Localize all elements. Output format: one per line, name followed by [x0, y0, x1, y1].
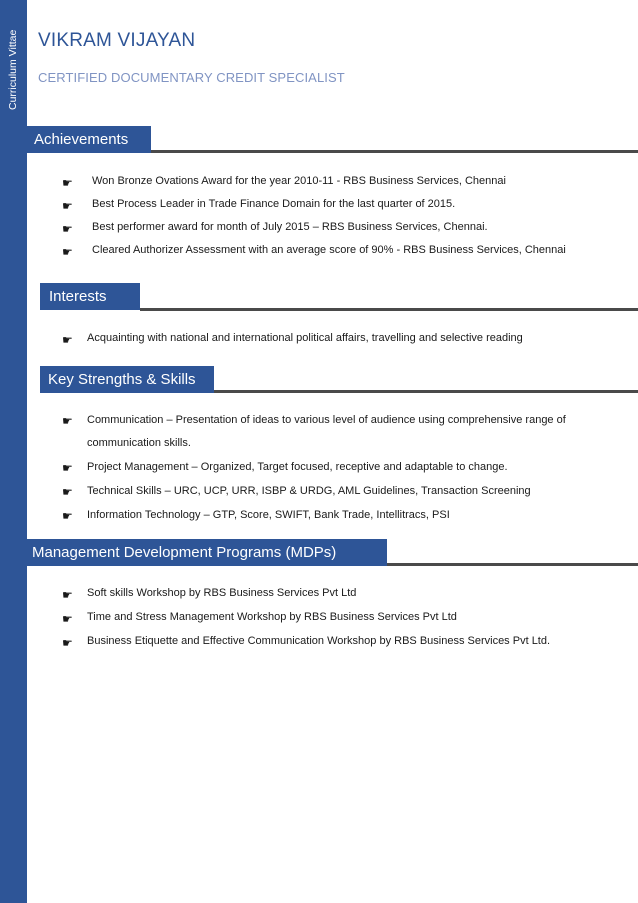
pointing-hand-icon: ☛ — [62, 588, 73, 602]
list-item — [62, 633, 622, 657]
achievements-rule — [151, 150, 638, 153]
strengths-heading-text: Key Strengths & Skills — [48, 371, 196, 388]
list-item — [62, 330, 622, 353]
achievements-heading — [27, 126, 151, 153]
list-item — [62, 242, 622, 265]
pointing-hand-icon: ☛ — [62, 612, 73, 626]
achievements-list — [62, 173, 622, 265]
pointing-hand-icon: ☛ — [62, 509, 73, 523]
pointing-hand-icon: ☛ — [62, 176, 73, 190]
pointing-hand-icon: ☛ — [62, 245, 73, 259]
list-item — [62, 173, 622, 196]
achievements-heading-text: Achievements — [34, 131, 129, 148]
list-item — [62, 196, 622, 219]
strengths-list — [62, 409, 622, 528]
interests-rule — [140, 308, 638, 311]
list-item — [62, 219, 622, 242]
list-item-text: Cleared Authorizer Assessment with an average score of 90% - RBS Business Services, Chennai — [92, 244, 566, 256]
interests-heading-text: Interests — [49, 288, 107, 305]
pointing-hand-icon: ☛ — [62, 485, 73, 499]
list-item — [62, 456, 622, 480]
list-item-text: Best Process Leader in Trade Finance Domain for the last quarter of 2015. — [92, 198, 456, 210]
sidebar-label: Curriculum Vittae — [7, 29, 19, 111]
candidate-name: VIKRAM VIJAYAN — [38, 30, 196, 51]
interests-heading — [40, 283, 140, 310]
list-item-text: Technical Skills – URC, UCP, URR, ISBP & URDG, AML Guidelines, Transaction Screening — [87, 485, 531, 497]
interests-list — [62, 330, 622, 353]
pointing-hand-icon: ☛ — [62, 414, 73, 428]
list-item — [62, 585, 622, 609]
candidate-title: CERTIFIED DOCUMENTARY CREDIT SPECIALIST — [38, 70, 345, 85]
list-item — [62, 609, 622, 633]
pointing-hand-icon: ☛ — [62, 461, 73, 475]
pointing-hand-icon: ☛ — [62, 333, 73, 347]
list-item — [62, 504, 622, 528]
list-item-text: Business Etiquette and Effective Communication Workshop by RBS Business Services Pvt Ltd. — [87, 635, 551, 647]
list-item-text: Soft skills Workshop by RBS Business Services Pvt Ltd — [87, 587, 357, 599]
pointing-hand-icon: ☛ — [62, 636, 73, 650]
list-item-text: Acquainting with national and international political affairs, travelling and selective reading — [87, 332, 523, 344]
list-item — [62, 409, 622, 455]
list-item-text: Won Bronze Ovations Award for the year 2010-11 - RBS Business Services, Chennai — [92, 175, 506, 187]
mdps-list — [62, 585, 622, 657]
list-item-text: Communication – Presentation of ideas to various level of audience using comprehensive range of communication skills. — [87, 414, 566, 449]
pointing-hand-icon: ☛ — [62, 222, 73, 236]
sidebar — [0, 0, 27, 903]
strengths-heading — [40, 366, 214, 393]
list-item — [62, 480, 622, 504]
list-item-text: Best performer award for month of July 2015 – RBS Business Services, Chennai. — [92, 221, 488, 233]
strengths-rule — [214, 390, 638, 393]
mdps-rule — [387, 563, 638, 566]
list-item-text: Time and Stress Management Workshop by RBS Business Services Pvt Ltd — [87, 611, 457, 623]
list-item-text: Project Management – Organized, Target focused, receptive and adaptable to change. — [87, 461, 508, 473]
mdps-heading — [27, 539, 387, 566]
pointing-hand-icon: ☛ — [62, 199, 73, 213]
list-item-text: Information Technology – GTP, Score, SWIFT, Bank Trade, Intellitracs, PSI — [87, 509, 450, 521]
mdps-heading-text: Management Development Programs (MDPs) — [32, 544, 337, 561]
